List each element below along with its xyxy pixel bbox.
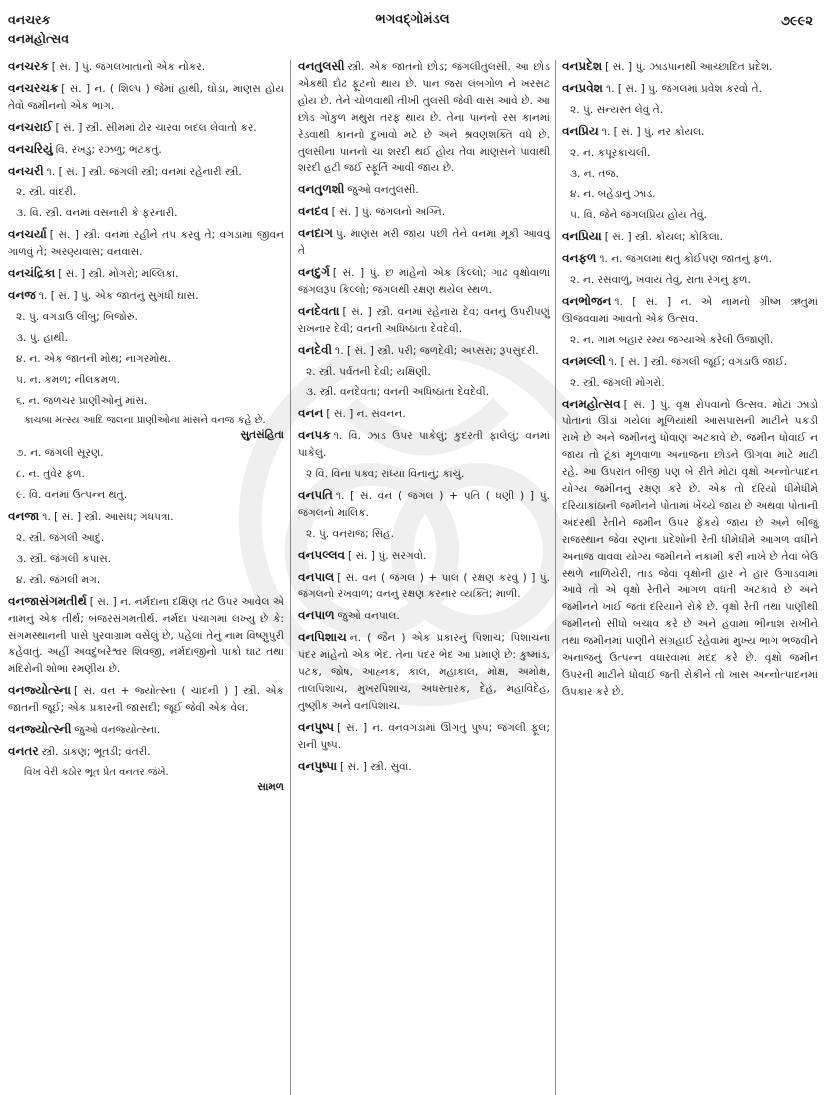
- guide-word-last: વનમહોત્સવ: [8, 31, 70, 46]
- definition: ૧. વિ. ઝાડ ઉપર પાકેલું; કુદરતી ફાલેલું; વનમાં પાકેલું.: [298, 430, 550, 460]
- definition: [ સં. ] પું. ઝાડપાનથી આચ્છાદિત પ્રદેશ.: [605, 61, 773, 73]
- definition: ૧. [ સં. ] સ્ત્રી. પરી; જળદેવી; અપ્સરા; રૂપસુંદરી.: [335, 344, 539, 357]
- sub-sense: ૩. પું. હાથી.: [16, 331, 69, 344]
- sub-sense: ૨. સ્ત્રી. પર્વતની દેવી; યક્ષિણી.: [306, 365, 431, 378]
- headword: વનચરિયું: [8, 141, 53, 156]
- headword: વનદેવી: [298, 342, 333, 357]
- definition: સ્ત્રી. ડાકણ; ભૂતડી; વંતરી.: [41, 746, 151, 758]
- definition: ૧. [ સં. ] પું. એક જાતનું સુગંધી ઘાસ.: [38, 289, 199, 302]
- headword: વનજાસંગમતીર્થ: [8, 593, 87, 608]
- sub-sense: ૨. સ્ત્રી. જંગલી આદું.: [16, 532, 105, 545]
- page-header: [0, 0, 825, 55]
- sub-sense: ૪. ન. બહેડાનું ઝાડ.: [570, 188, 656, 201]
- headword: વનપુષ્પ: [298, 719, 335, 734]
- sub-sense: ૨. સ્ત્રી. જંગલી મોગરો.: [570, 376, 665, 389]
- definition: [ સં. ] સ્ત્રી. કોયલ; કોકિલા.: [604, 231, 723, 244]
- dictionary-entry: [298, 607, 550, 625]
- sub-sense: ૨. સ્ત્રી. વાંદરી.: [16, 186, 77, 199]
- definition: [ સં. ] સ્ત્રી. સીમમાં ઢોર ચારવા બદલ લેવાતો કર.: [55, 121, 257, 134]
- dictionary-entry: [8, 119, 284, 137]
- headword: વનપુષ્પા: [298, 758, 338, 773]
- headword: વનપ્રિયા: [562, 229, 602, 244]
- sub-sense: ૮. ન. તુવેર ફળ.: [16, 468, 85, 481]
- definition: [ સં. ] ન. સંવનન.: [326, 408, 406, 421]
- dictionary-entry: [298, 203, 550, 221]
- headword: વનતુલસી: [298, 59, 345, 73]
- dictionary-entry: [562, 58, 818, 76]
- sub-sense: ૨. પું. વનરાજ; સિંહ.: [306, 527, 394, 540]
- headword: વનચરક: [8, 59, 49, 73]
- sub-sense: ૨. ન. રસવાળું, ખવાય તેવું, રાતા રંગનું ફળ.: [570, 274, 751, 287]
- column-middle: [298, 58, 550, 1088]
- definition: સ્ત્રી. એક જાતનો છોડ; જંગલીતુલસી. આ છોડ એકથી દોઢ ફૂટનો થાય છે. પાન જરા લંબગોળ ને ખરસટ હોય છે. તેને ચોળવાથી તીખી તુલસી જેવી વાસ આવે છે. આ છોડ ગોકુળ મથુરા તરફ થાય છે. તેના પાનનો રસ કાનમાં રેડવાથી કાનનો દુખાવો મટે છે અને શ્રવણશક્તિ વધે છે. તુલસીના પાનનો ચા શરદી થઈ હોય તેવા માણસને પાવાથી શરદી હટી જઈ સ્ફૂર્તિ આવી જાય છે.: [298, 61, 550, 175]
- dictionary-entry: [8, 80, 284, 115]
- dictionary-entry: [298, 569, 550, 604]
- sub-sense: ૩. વિ. સ્ત્રી. વનમાં વસનારી કે ફરનારી.: [16, 207, 178, 220]
- definition: ૧. [ સં. ] પું. નર કોયલ.: [601, 125, 705, 138]
- sub-sense: ૨. ન. કપૂરકાચલી.: [570, 146, 651, 159]
- citation: [24, 765, 284, 795]
- dictionary-entry: [562, 250, 818, 268]
- column-left: [8, 58, 284, 1088]
- definition: ૧. [ સં. ] સ્ત્રી. જંગલી સ્ત્રી; વનમાં રહેનારી સ્ત્રી.: [46, 165, 242, 178]
- citation-source: સુતસંહિતા: [240, 429, 284, 442]
- definition: [ સં. વન + જ્યોત્સ્ના ( ચાંદની ) ] સ્ત્રી. એક જાતની જૂઈ; એક પ્રકારની જાસદી; જૂઈ જેવી એક વેલ.: [8, 685, 284, 715]
- dictionary-entry: [298, 58, 550, 177]
- sub-sense: ૩. ન. તજ.: [570, 167, 619, 180]
- definition: ૧. [ સં. ] ન. એ નામનો ગ્રીષ્મ ઋતુમાં ઊજવવામાં આવતો એક ઉત્સવ.: [562, 295, 818, 325]
- definition: [ સં. ] પું. છ માંહેનો એક કિલ્લો; ગાઢ વૃક્ષોવાળાં જંગલરૂપ કિલ્લો; જંગલથી રક્ષણ થયેલ સ્થળ.: [298, 266, 550, 296]
- dictionary-entry: [8, 226, 284, 261]
- sub-sense: ૩. સ્ત્રી. વનદેવતા; વનની અધિષ્ઠાતા દેવદેવી.: [306, 386, 490, 399]
- headword: વનપલ્લવ: [298, 547, 345, 562]
- definition: ન. ( જૈન ) એક પ્રકારનું પિશાચ; પિશાચના પંદર માંહેનો એક ભેદ. તેના પંદર ભેદ આ પ્રમાણે છે: કુષ્માંડ, પટક, જોષ, આહ્નક, કાલ, મહાકાલ, મોક્ષ, અમોક્ષ, તાલપિશાચ, મુખરપિશાચ, અધસ્તારક, દેહ, મહાવિદેહ, તુષ્ણીક અને વનપિશાચ.: [298, 632, 550, 712]
- headword: વનતુળશી: [298, 182, 345, 197]
- definition: જુઓ વનપાલ.: [337, 610, 400, 623]
- page-number: ૭૯૯૨: [780, 14, 813, 29]
- definition: [ સં. ] સ્ત્રી. સુવા.: [340, 760, 412, 773]
- dictionary-entry: [298, 629, 550, 715]
- headword: વનપ્રદેશ: [562, 59, 603, 73]
- sub-sense: ૨. પું. વગડાઉ લીંબુ; બિજોરું.: [16, 310, 138, 323]
- guide-word-first: વનચરક: [8, 12, 51, 27]
- dictionary-entry: [8, 721, 284, 739]
- dictionary-entry: [298, 181, 550, 199]
- headword: વનજા: [8, 509, 40, 524]
- definition: [ સં. ] સ્ત્રી. વનમાં રહેનારા દેવ; વનનું ઉપરીપણું રાખનાર દેવી; વનની અધિષ્ઠાતા દેવદેવી.: [298, 305, 550, 335]
- headword: વનપાલ: [298, 569, 335, 584]
- headword: વનપ્રવેશ: [562, 80, 603, 95]
- headword: વનમહોત્સવ: [562, 396, 621, 411]
- dictionary-entry: [8, 743, 284, 761]
- sub-sense: ૯. વિ. વનમાં ઉત્પન્ન થતું.: [16, 489, 128, 502]
- dictionary-entry: [298, 264, 550, 299]
- sub-sense: ૪. સ્ત્રી. જંગલી મગ.: [16, 573, 101, 586]
- citation: [24, 413, 284, 443]
- dictionary-entry: [298, 427, 550, 462]
- dictionary-entry: [562, 396, 818, 701]
- definition: [ સં. ] સ્ત્રી. વનમાં રહીને તપ કરવું તે; વગડામાં જીવન ગાળવું તે; અરણ્યવાસ; વનવાસ.: [8, 229, 284, 259]
- dictionary-entry: [298, 758, 550, 776]
- definition: [ સં. વન ( જંગલ ) + પાલ ( રક્ષણ કરવું ) ] પું. જંગલનો રખવાળ; વનનું રક્ષણ કરનાર વ્યક્તિ; માળી.: [298, 571, 550, 601]
- headword: વનચરાઈ: [8, 119, 53, 134]
- column-right: [562, 58, 818, 1088]
- dictionary-entry: [298, 719, 550, 754]
- definition: ૧. [ સં. ] સ્ત્રી. આસંધ; ગંધપત્રા.: [42, 511, 174, 524]
- sub-sense: ૨ વિ. વિના પક્વ; રાંધ્યા વિનાનું; કાચું.: [306, 468, 465, 481]
- definition: જુઓ વનતુલસી.: [347, 184, 419, 197]
- headword: વનદવ: [298, 204, 329, 219]
- sub-sense: ૩. સ્ત્રી. જંગલી કપાસ.: [16, 552, 112, 565]
- dictionary-entry: [8, 141, 284, 159]
- headword: વનદાગ: [298, 226, 333, 241]
- dictionary-entry: [562, 228, 818, 246]
- headword: વનમલ્લી: [562, 353, 606, 368]
- definition: [ સં. ] પું. જંગલનો અગ્નિ.: [331, 206, 446, 219]
- sub-sense: ૫. ન. કમળ; નીલકમળ.: [16, 373, 120, 386]
- headword: વનચરચક્ર: [8, 80, 59, 95]
- headword: વનજ્યોત્સ્ની: [8, 722, 72, 737]
- dictionary-entry: [8, 265, 284, 283]
- headword: વનપિશાચ: [298, 630, 347, 645]
- definition: ૧. [ સં. વન ( જંગલ ) + પતિ ( ધણી ) ] પું. જંગલનો માલિક.: [298, 489, 550, 519]
- dictionary-entry: [298, 342, 550, 360]
- headword: વનચરી: [8, 163, 44, 178]
- headword: વનફળ: [562, 251, 597, 266]
- definition: ૧. [ સં. ] સ્ત્રી. જંગલી જૂઈ; વગડાઉ જાઈ.: [608, 355, 788, 368]
- headword: વનચર્યા: [8, 227, 47, 242]
- headword: વનપક: [298, 428, 331, 443]
- headword: વનતર: [8, 744, 39, 758]
- dictionary-entry: [562, 353, 818, 371]
- headword: વનપતિ: [298, 487, 333, 502]
- sub-sense: ૨. ન. ગામ બહાર રમ્ય જગ્યાએ કરેલી ઉજાણી.: [570, 333, 774, 346]
- definition: વિ. રખડુ; રઝળુ; ભટકતું.: [55, 143, 162, 156]
- definition: [ સં. ] પું. જંગલખાતાનો એક નોકર.: [51, 61, 206, 73]
- citation-text: કાચબા મત્સ્ય આદિ જલના પ્રાણીઓના માંસને વનજ કહે છે.: [24, 415, 266, 427]
- citation-text: વિખ વેરી કઠોર ભૂત પ્રેત વનતર જંખે.: [24, 766, 169, 778]
- definition: [ સં. ] ન. વનવગડામાં ઊગતું પુષ્પ; જંગલી ફૂલ; રાની પુષ્પ.: [298, 721, 550, 751]
- sub-sense: ૫. વિ. જેને જંગલપ્રિય હોય તેવું.: [570, 209, 707, 222]
- dictionary-entry: [562, 293, 818, 328]
- sub-sense: ૭. ન. જંગલી સૂરણ.: [16, 447, 104, 460]
- dictionary-entry: [8, 163, 284, 181]
- dictionary-entry: [298, 225, 550, 260]
- definition: ૧. ન. જંગલમાં થતું કોઈપણ જાતનું ફળ.: [599, 253, 772, 266]
- definition: ૧. [ સં. ] પું. જંગલમાં પ્રવેશ કરવો તે.: [605, 82, 762, 95]
- sub-sense: ૬. ન. જળચર પ્રાણીઓનું માંસ.: [16, 394, 148, 407]
- dictionary-entry: [8, 682, 284, 717]
- dictionary-entry: [8, 287, 284, 305]
- headword: વનદેવતા: [298, 303, 340, 318]
- dictionary-entry: [298, 303, 550, 338]
- running-title: ભગવદ્ગોમંડલ: [375, 12, 450, 27]
- sub-sense: ૨. પું. સંન્યસ્ત લેવું તે.: [570, 103, 664, 116]
- definition: જુઓ વનજ્યોત્સ્ના.: [74, 724, 161, 737]
- headword: વનભોજન: [562, 293, 612, 308]
- dictionary-entry: [298, 547, 550, 565]
- dictionary-entry: [562, 80, 818, 98]
- headword: વનજ: [8, 287, 36, 302]
- sub-sense: ૪. ન. એક જાતની મોથ; નાગરમોથ.: [16, 352, 171, 365]
- dictionary-entry: [8, 58, 284, 76]
- dictionary-entry: [298, 405, 550, 423]
- dictionary-entry: [562, 123, 818, 141]
- definition: [ સં. ] ન. નર્મદાના દક્ષિણ તટ ઉપર આવેલ એ નામનું એક તીર્થ; બંજરસંગમતીર્થ. નર્મદા પંચાગમાં લખ્યું છે કે: સંગમસ્થાનની પાસે પુરવાગ્રામ વસેલું છે, પહેલાં તેનું નામ વિષ્ણુપુરી કહેવાતું. અહીં અવદુંબરેશ્વર શિવજી, નર્મદાજીનો પાકો ઘાટ તથા મંદિરોની શોભા રમણીય છે.: [8, 595, 285, 676]
- headword: વનદુર્ગ: [298, 264, 330, 279]
- headword: વનન: [298, 406, 324, 421]
- definition: [ સં. ] પું. વૃક્ષ રોપવાનો ઉત્સવ. મોટાં ઝાડો પોતાનાં ઊંડાં ગયેલાં મૂળિયાંથી આસપાસની માટીને પકડી રાખે છે અને જમીનનું ધોવાણ અટકાવે છે. જમીન ધોવાઈ ન જાય તો ટૂંકાં મૂળવાળા અનાજના છોડને ઊગવા માટે માટી રહે. આ ઉપરાંત બીજી પણ બે રીતે મોટાં વૃક્ષો અન્નોત્પાદન યોગ્ય જમીનનું રક્ષણ કરે છે. એક તો દરિયો ધીમેધીમે દરિયાકાંઠાની જમીનને પોતામાં ખેંચ્યે જાય છે અથવા પોતાની અંદરથી રેતીને જમીન ઉપર ફેંકયે જાય છે અને બીજું રાજસ્થાન જેવા રણના પ્રદેશોની રેતી ધીમેધીમે આગળ વધીને અનાજ વાવવા યોગ્ય જમીનને નકામી કરી નાખે છે તેવાં બેઉ સ્થળે નાળિયેરી, તાડ જેવાં વૃક્ષોની હાર ને હાર ઉગાડવામાં આવે તો એ વૃક્ષો રેતીને આગળ વધતી અટકાવે છે અને જમીનને ખાઈ જતાં દરિયાને રોકે છે. વૃક્ષો રેતી તથા પાણીથી જમીનનો સીધો બચાવ કરે છે અને હવામાં ભીનાશ રાખીને તથા જમીનમાં પાણીને સંગ્રહાઈ રહેવામાં મુખ્ય ભાગ ભજવીને અનાજનું ઉત્પન્ન વધારવામાં મદદ કરે છે. વૃક્ષો જમીન ઉપરની માટીને ધોવાઈ જતી રોકીને તો ખાસ અન્નોત્પાદનમાં ઉપકાર કરે છે.: [562, 398, 818, 698]
- headword: વનચંદ્રિકા: [8, 266, 56, 281]
- definition: [ સં. ] પું. સરગવો.: [348, 549, 427, 562]
- dictionary-entry: [298, 487, 550, 522]
- definition: પું. માણસ મરી જાય પછી તેને વનમાં મૂકી આવવું તે: [298, 228, 550, 258]
- definition: [ સં. ] ન. ( શિલ્પ ) જેમાં હાથી, ઘોડા, માણસ હોય તેવો જમીનનો એક ભાગ.: [8, 82, 284, 112]
- dictionary-entry: [8, 508, 284, 526]
- headword: વનપ્રિય: [562, 123, 599, 138]
- headword: વનજ્યોત્સ્ના: [8, 683, 71, 698]
- definition: [ સં. ] સ્ત્રી. મોગરો; મલ્લિકા.: [58, 268, 179, 281]
- citation-source: સામળ: [257, 780, 284, 793]
- dictionary-entry: [8, 593, 284, 679]
- dictionary-columns: [0, 58, 825, 1088]
- headword: વનપાળ: [298, 608, 335, 623]
